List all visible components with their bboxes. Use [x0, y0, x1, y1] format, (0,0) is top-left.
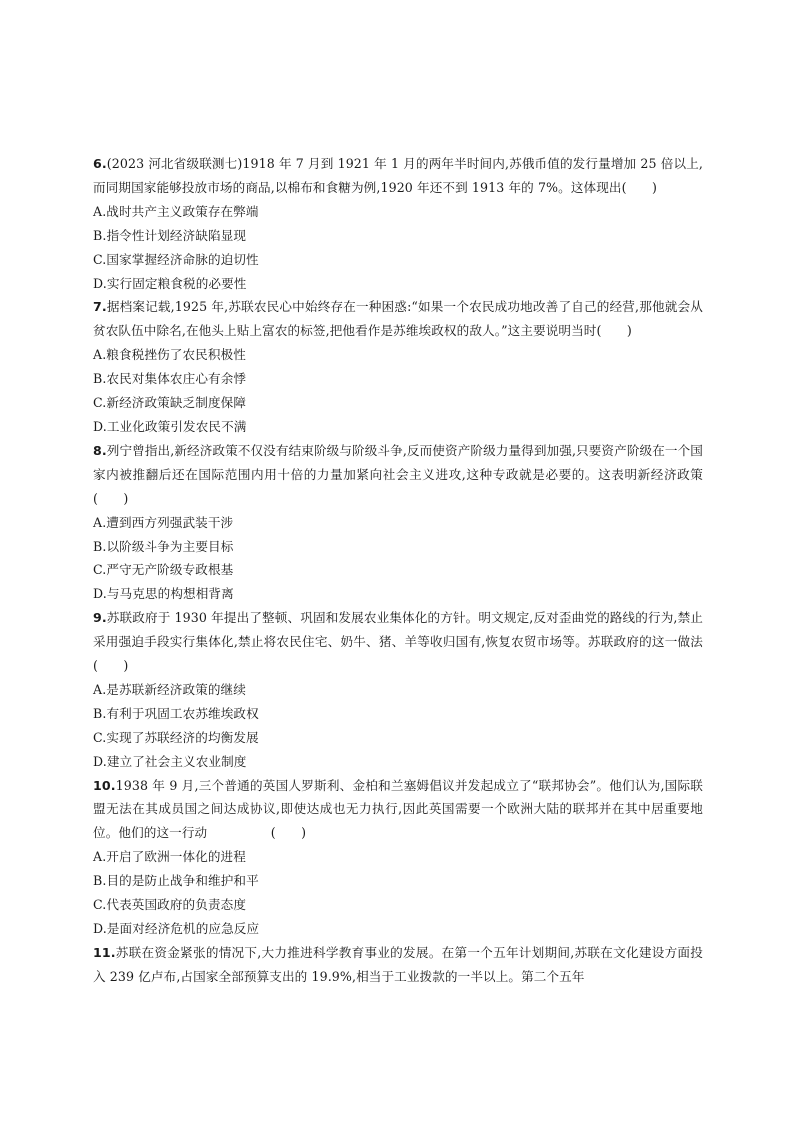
option-c: C.实现了苏联经济的均衡发展 — [93, 729, 259, 745]
question-7 — [93, 295, 703, 438]
option-b: B.以阶级斗争为主要目标 — [93, 538, 234, 554]
question-text: 据档案记载,1925 年,苏联农民心中始终存在一种困惑:“如果一个农民成功地改善了自己的经营,那他就会从贫农队伍中除名,在他头上贴上富农的标签,把他看作是苏维埃政权的敌人。”这主要说明当时( ) — [93, 299, 703, 339]
question-8 — [93, 439, 703, 606]
option-d: D.是面对经济危机的应急反应 — [93, 921, 260, 936]
option-a: A.遭到西方列强武装干涉 — [93, 514, 234, 530]
question-text: 苏联政府于 1930 年提出了整顿、巩固和发展农业集体化的方针。明文规定,反对歪曲党的路线的行为,禁止采用强迫手段实行集体化,禁止将农民住宅、奶牛、猪、羊等收归国有,恢复农贸市场等。苏联政府的这一做法( ) — [93, 610, 703, 674]
question-text: 列宁曾指出,新经济政策不仅没有结束阶级与阶级斗争,反而使资产阶级力量得到加强,只要资产阶级在一个国家内被推翻后还在国际范围内用十倍的力量加紧向社会主义进攻,这种专政就是必要的。这表明新经济政策( ) — [93, 442, 703, 506]
question-number: 6. — [93, 156, 107, 171]
question-10 — [93, 774, 703, 941]
option-b: B.目的是防止战争和维护和平 — [93, 873, 259, 889]
option-a: A.战时共产主义政策存在弊端 — [93, 203, 259, 219]
option-a: A.粮食税挫伤了农民积极性 — [93, 347, 246, 363]
question-text: (2023 河北省级联测七)1918 年 7 月到 1921 年 1 月的两年半时间内,苏俄币值的发行量增加 25 倍以上,而同期国家能够投放市场的商品,以棉布和食糖为例,1920 年还不到 1913 年的 7%。这体现出( ) — [93, 156, 703, 195]
question-stem — [93, 774, 703, 846]
question-9 — [93, 606, 703, 773]
question-list — [93, 152, 703, 989]
option-c: C.国家掌握经济命脉的迫切性 — [93, 251, 259, 267]
question-number: 10. — [93, 777, 116, 793]
option-c: C.严守无产阶级专政根基 — [93, 562, 234, 578]
question-stem — [93, 439, 703, 511]
question-text: 1938 年 9 月,三个普通的英国人罗斯利、金柏和兰塞姆倡议并发起成立了“联邦协会”。他们认为,国际联盟无法在其成员国之间达成协议,即使达成也无力执行,因此英国需要一个欧洲大陆的联邦并在其中居重要地位。他们的这一行动 ( ) — [93, 777, 703, 841]
question-stem — [93, 606, 703, 678]
question-11 — [93, 941, 703, 989]
option-c: C.新经济政策缺乏制度保障 — [93, 395, 247, 411]
question-number: 9. — [93, 610, 107, 626]
option-b: B.有利于巩固工农苏维埃政权 — [93, 705, 259, 721]
question-number: 11. — [93, 944, 116, 960]
question-stem — [93, 152, 703, 200]
question-number: 8. — [93, 442, 107, 458]
option-d: D.建立了社会主义农业制度 — [93, 753, 247, 769]
question-6 — [93, 152, 703, 295]
question-number: 7. — [93, 299, 107, 315]
option-d: D.与马克思的构想相背离 — [93, 586, 234, 602]
option-d: D.工业化政策引发农民不满 — [93, 418, 247, 434]
question-stem — [93, 295, 703, 343]
option-c: C.代表英国政府的负责态度 — [93, 897, 247, 913]
option-a: A.开启了欧洲一体化的进程 — [93, 849, 246, 865]
option-b: B.指令性计划经济缺陷显现 — [93, 227, 247, 243]
option-a: A.是苏联新经济政策的继续 — [93, 681, 246, 697]
option-b: B.农民对集体农庄心有余悸 — [93, 371, 247, 387]
question-stem — [93, 941, 703, 989]
option-d: D.实行固定粮食税的必要性 — [93, 275, 247, 291]
question-text: 苏联在资金紧张的情况下,大力推进科学教育事业的发展。在第一个五年计划期间,苏联在文化建设方面投入 239 亿卢布,占国家全部预算支出的 19.9%,相当于工业拨款的一半以上。第二个五年 — [93, 944, 703, 984]
